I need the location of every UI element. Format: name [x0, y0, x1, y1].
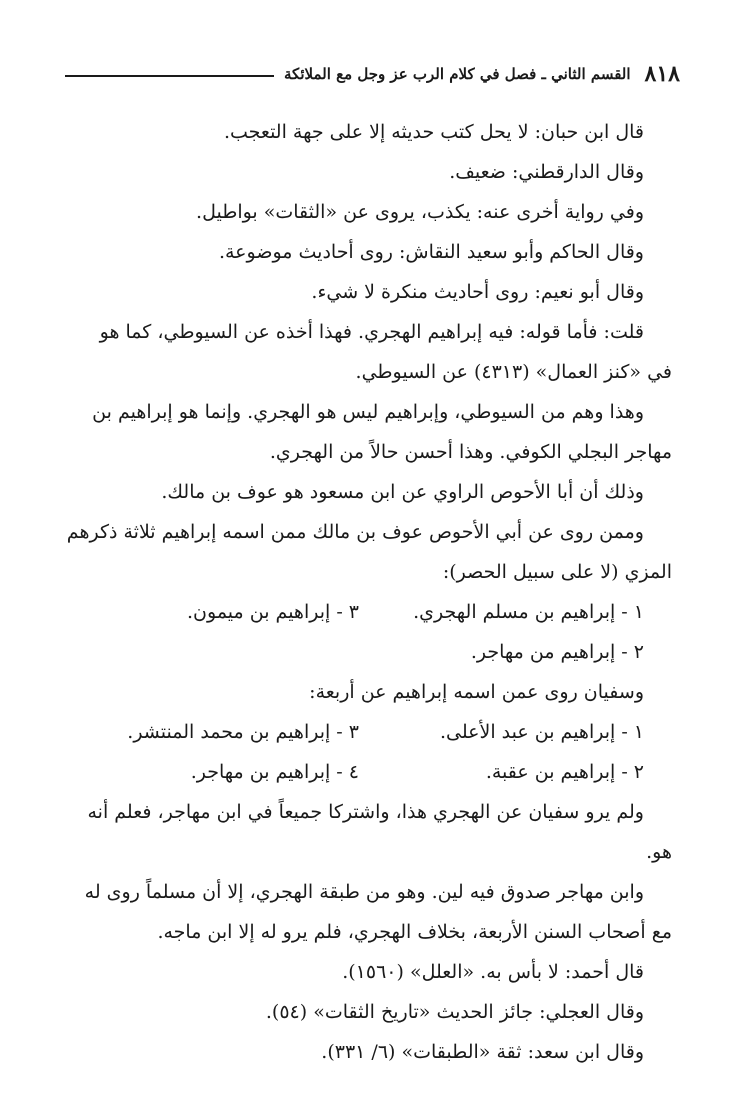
- running-title: القسم الثاني ـ فصل في كلام الرب عز وجل مع الملائكة: [284, 65, 631, 83]
- text-line: وقال ابن سعد: ثقة «الطبقات» (٦/ ٣٣١).: [321, 1041, 644, 1063]
- text-line: المزي (لا على سبيل الحصر):: [442, 561, 672, 583]
- list-item: ١ - إبراهيم بن مسلم الهجري.: [413, 601, 644, 623]
- text-line: وممن روى عن أبي الأحوص عوف بن مالك ممن اسمه إبراهيم ثلاثة ذكرهم: [66, 521, 644, 543]
- list-row: [82, 752, 672, 792]
- text-line: قال أحمد: لا بأس به. «العلل» (١٥٦٠).: [342, 961, 644, 983]
- text-line: ولم يرو سفيان عن الهجري هذا، واشتركا جميعاً في ابن مهاجر، فعلم أنه: [87, 801, 644, 823]
- list-item: ١ - إبراهيم بن عبد الأعلى.: [440, 721, 644, 743]
- text-line: وقال الدارقطني: ضعيف.: [449, 161, 644, 183]
- list-row: [82, 592, 672, 632]
- text-line: وذلك أن أبا الأحوص الراوي عن ابن مسعود هو عوف بن مالك.: [161, 481, 644, 503]
- text-line: هو.: [646, 841, 672, 863]
- page-body: [66, 112, 672, 1072]
- text-line: وابن مهاجر صدوق فيه لين. وهو من طبقة الهجري، إلا أن مسلماً روى له: [84, 881, 644, 903]
- text-line: وهذا وهم من السيوطي، وإبراهيم ليس هو الهجري. وإنما هو إبراهيم بن: [92, 401, 644, 423]
- text-line: وفي رواية أخرى عنه: يكذب، يروى عن «الثقات» بواطيل.: [196, 201, 644, 223]
- text-line: وقال الحاكم وأبو سعيد النقاش: روى أحاديث موضوعة.: [218, 241, 644, 263]
- header-rule: [65, 75, 274, 77]
- list-item: ٣ - إبراهيم بن ميمون.: [187, 601, 359, 623]
- text-line: في «كنز العمال» (٤٣١٣) عن السيوطي.: [355, 361, 672, 383]
- page-number: ٨١٨: [644, 61, 680, 87]
- list-item: ٢ - إبراهيم من مهاجر.: [470, 641, 644, 663]
- list-item: ٢ - إبراهيم بن عقبة.: [485, 761, 644, 783]
- list-item: ٣ - إبراهيم بن محمد المنتشر.: [127, 721, 359, 743]
- page-header: [65, 58, 680, 90]
- list-item: ٤ - إبراهيم بن مهاجر.: [190, 761, 359, 783]
- text-line: وقال أبو نعيم: روى أحاديث منكرة لا شيء.: [311, 281, 644, 303]
- text-line: مهاجر البجلي الكوفي. وهذا أحسن حالاً من الهجري.: [269, 441, 672, 463]
- text-line: قال ابن حبان: لا يحل كتب حديثه إلا على جهة التعجب.: [223, 121, 644, 143]
- text-line: قلت: فأما قوله: فيه إبراهيم الهجري. فهذا أخذه عن السيوطي، كما هو: [99, 321, 644, 343]
- text-line: مع أصحاب السنن الأربعة، بخلاف الهجري، فلم يرو له إلا ابن ماجه.: [157, 921, 672, 943]
- text-line: وقال العجلي: جائز الحديث «تاريخ الثقات» (٥٤).: [265, 1001, 644, 1023]
- text-line: وسفيان روى عمن اسمه إبراهيم عن أربعة:: [309, 681, 644, 703]
- list-row: [82, 632, 672, 672]
- list-row: [82, 712, 672, 752]
